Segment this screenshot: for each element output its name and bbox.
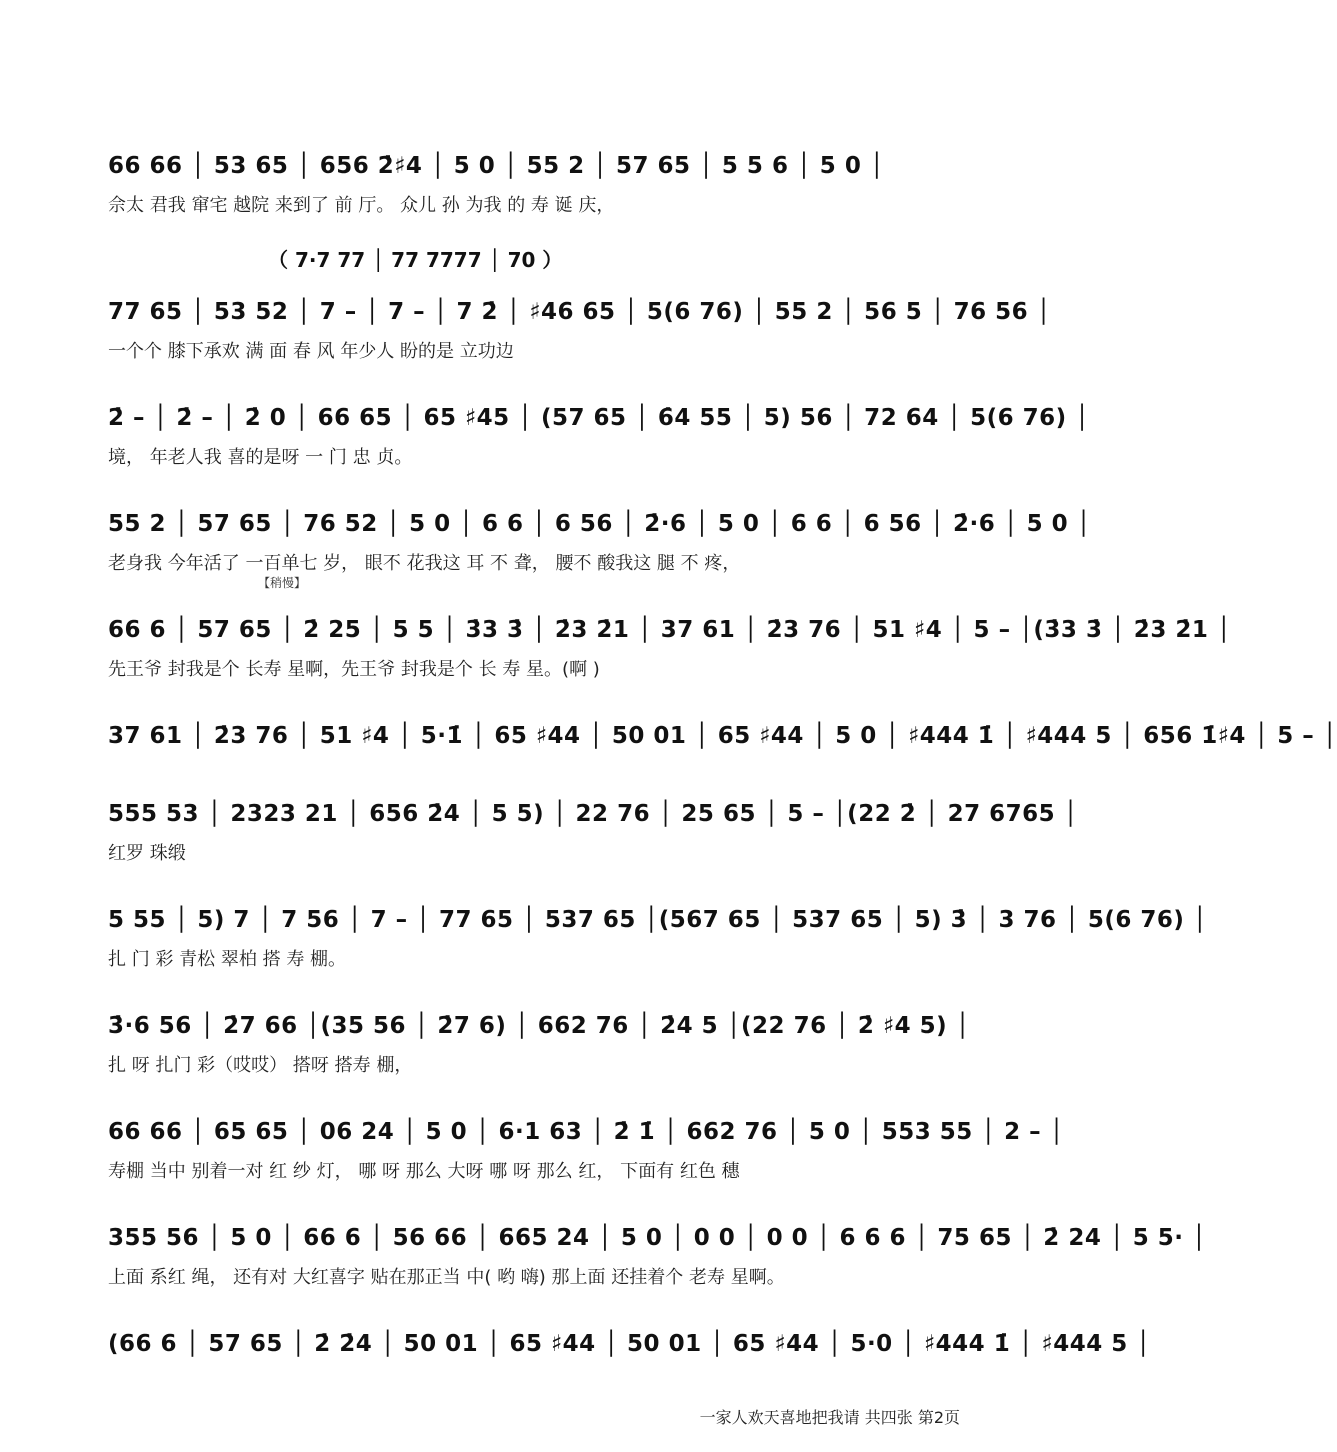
notation-line: 66 66 │ 53 65 │ 656 2̇♯4 │ 5 0 │ 55 2 │ 57 65 │ 5 5 6 │ 5 0 │ <box>108 153 885 179</box>
notation-line: 77 65 │ 53 52 │ 7 – │ 7 – │ 7 2̇ │ ♯46 65 │ 5(6 76) │ 55 2 │ 56 5 │ 76 56 │ <box>108 299 1051 325</box>
notation-line: 5 55 │ 5) 7 │ 7 56 │ 7 – │ 77 65 │ 537 65 │(567 65 │ 537 65 │ 5) 3̇ │ 3 76 │ 5(6 76) │ <box>108 907 1208 933</box>
notation-line: 2̇ – │ 2̇ – │ 2̇ 0 │ 66 65 │ 65 ♯45 │ (57 65 │ 6̇4 55 │ 5) 56 │ 72 64 │ 5(6 76) │ <box>108 405 1090 431</box>
lyrics-line: 红罗 珠缎 <box>108 843 186 864</box>
lyrics-line: 老身我 今年活了 一百单七 岁， 眼不 花我这 耳 不 聋， 腰不 酸我这 腿 不 疼， <box>108 553 741 574</box>
page-footer: 一家人欢天喜地把我请 共四张 第2页 <box>699 1408 960 1427</box>
notation-line: 555 53 │ 2323 21 │ 656 2̇4 │ 5 5) │ 22 76 │ 25 65 │ 5 – │(22 2̇ │ 27 6765 │ <box>108 801 1078 827</box>
lyrics-line: 一个个 膝下承欢 满 面 春 风 年少人 盼的是 立功边 <box>108 341 514 362</box>
notation-line: (66 6 │ 57 65 │ 2̇ 2̇4 │ 50 01 │ 65 ♯44 │ 50 01 │ 65 ♯44 │ 5·0 │ ♯444 1̇ │ ♯444 5 │ <box>108 1331 1151 1357</box>
notation-line: 37 61 │ 2̇3 76 │ 51 ♯4 │ 5·1̇ │ 65 ♯44 │ 50 01 │ 65 ♯44 │ 5 0 │ ♯444 1̇ │ ♯444 5 │ 656 1̇♯4 │ 5 – │ <box>108 723 1337 749</box>
lyrics-line: 先王爷 封我是个 长寿 星啊，先王爷 封我是个 长 寿 星。(啊 ) <box>108 659 600 680</box>
lyrics-line: 上面 系红 绳， 还有对 大红喜字 贴在那正当 中( 哟 嗨) 那上面 还挂着个 老寿 星啊。 <box>108 1267 785 1288</box>
notation-line: 355 56 │ 5 0 │ 66 6 │ 56 66 │ 665 24 │ 5 0 │ 0 0 │ 0 0 │ 6 6 6 │ 75 65 │ 2̇ 24 │ 5 5· │ <box>108 1225 1207 1251</box>
lyrics-line: 扎 门 彩 青松 翠柏 搭 寿 棚。 <box>108 949 347 970</box>
tempo-marking: 【稍慢】 <box>258 576 307 590</box>
lyrics-line: 扎 呀 扎门 彩（哎哎） 搭呀 搭寿 棚， <box>108 1055 413 1076</box>
lyrics-line: 寿棚 当中 别着一对 红 纱 灯， 哪 呀 那么 大呀 哪 呀 那么 红， 下面有 红色 穗 <box>108 1161 740 1182</box>
prelude-line: （ 7·7 77 │ 77 7777 │ 70 ） <box>268 248 563 272</box>
notation-line: 3̇·6 56 │ 2̇7 66 │(35 56 │ 2̇7 6) │ 662 76 │ 2̇4 5 │(22 76 │ 2̇ ♯4 5) │ <box>108 1013 970 1039</box>
notation-line: 55 2 │ 57 65 │ 76 52 │ 5 0 │ 6 6 │ 6 56 │ 2̇·6 │ 5 0 │ 6 6 │ 6 56 │ 2̇·6 │ 5 0 │ <box>108 511 1091 537</box>
lyrics-line: 境， 年老人我 喜的是呀 一 门 忠 贞。 <box>108 447 413 468</box>
lyrics-line: 佘太 君我 窜宅 越院 来到了 前 厅。 众儿 孙 为我 的 寿 诞 庆， <box>108 195 615 216</box>
notation-line: 66 6 │ 57 65 │ 2̇ 25 │ 5 5 │ 3̇3 3̇ │ 2̇3 2̇1 │ 37 61 │ 2̇3 76 │ 51 ♯4 │ 5 – │(3̇3 3̇ │ 2̇3 2̇1 │ <box>108 617 1232 643</box>
notation-line: 66 66 │ 65 65 │ 06 24 │ 5 0 │ 6·1 63 │ 2̇ 1̇ │ 662 76 │ 5 0 │ 553 55 │ 2 – │ <box>108 1119 1065 1145</box>
